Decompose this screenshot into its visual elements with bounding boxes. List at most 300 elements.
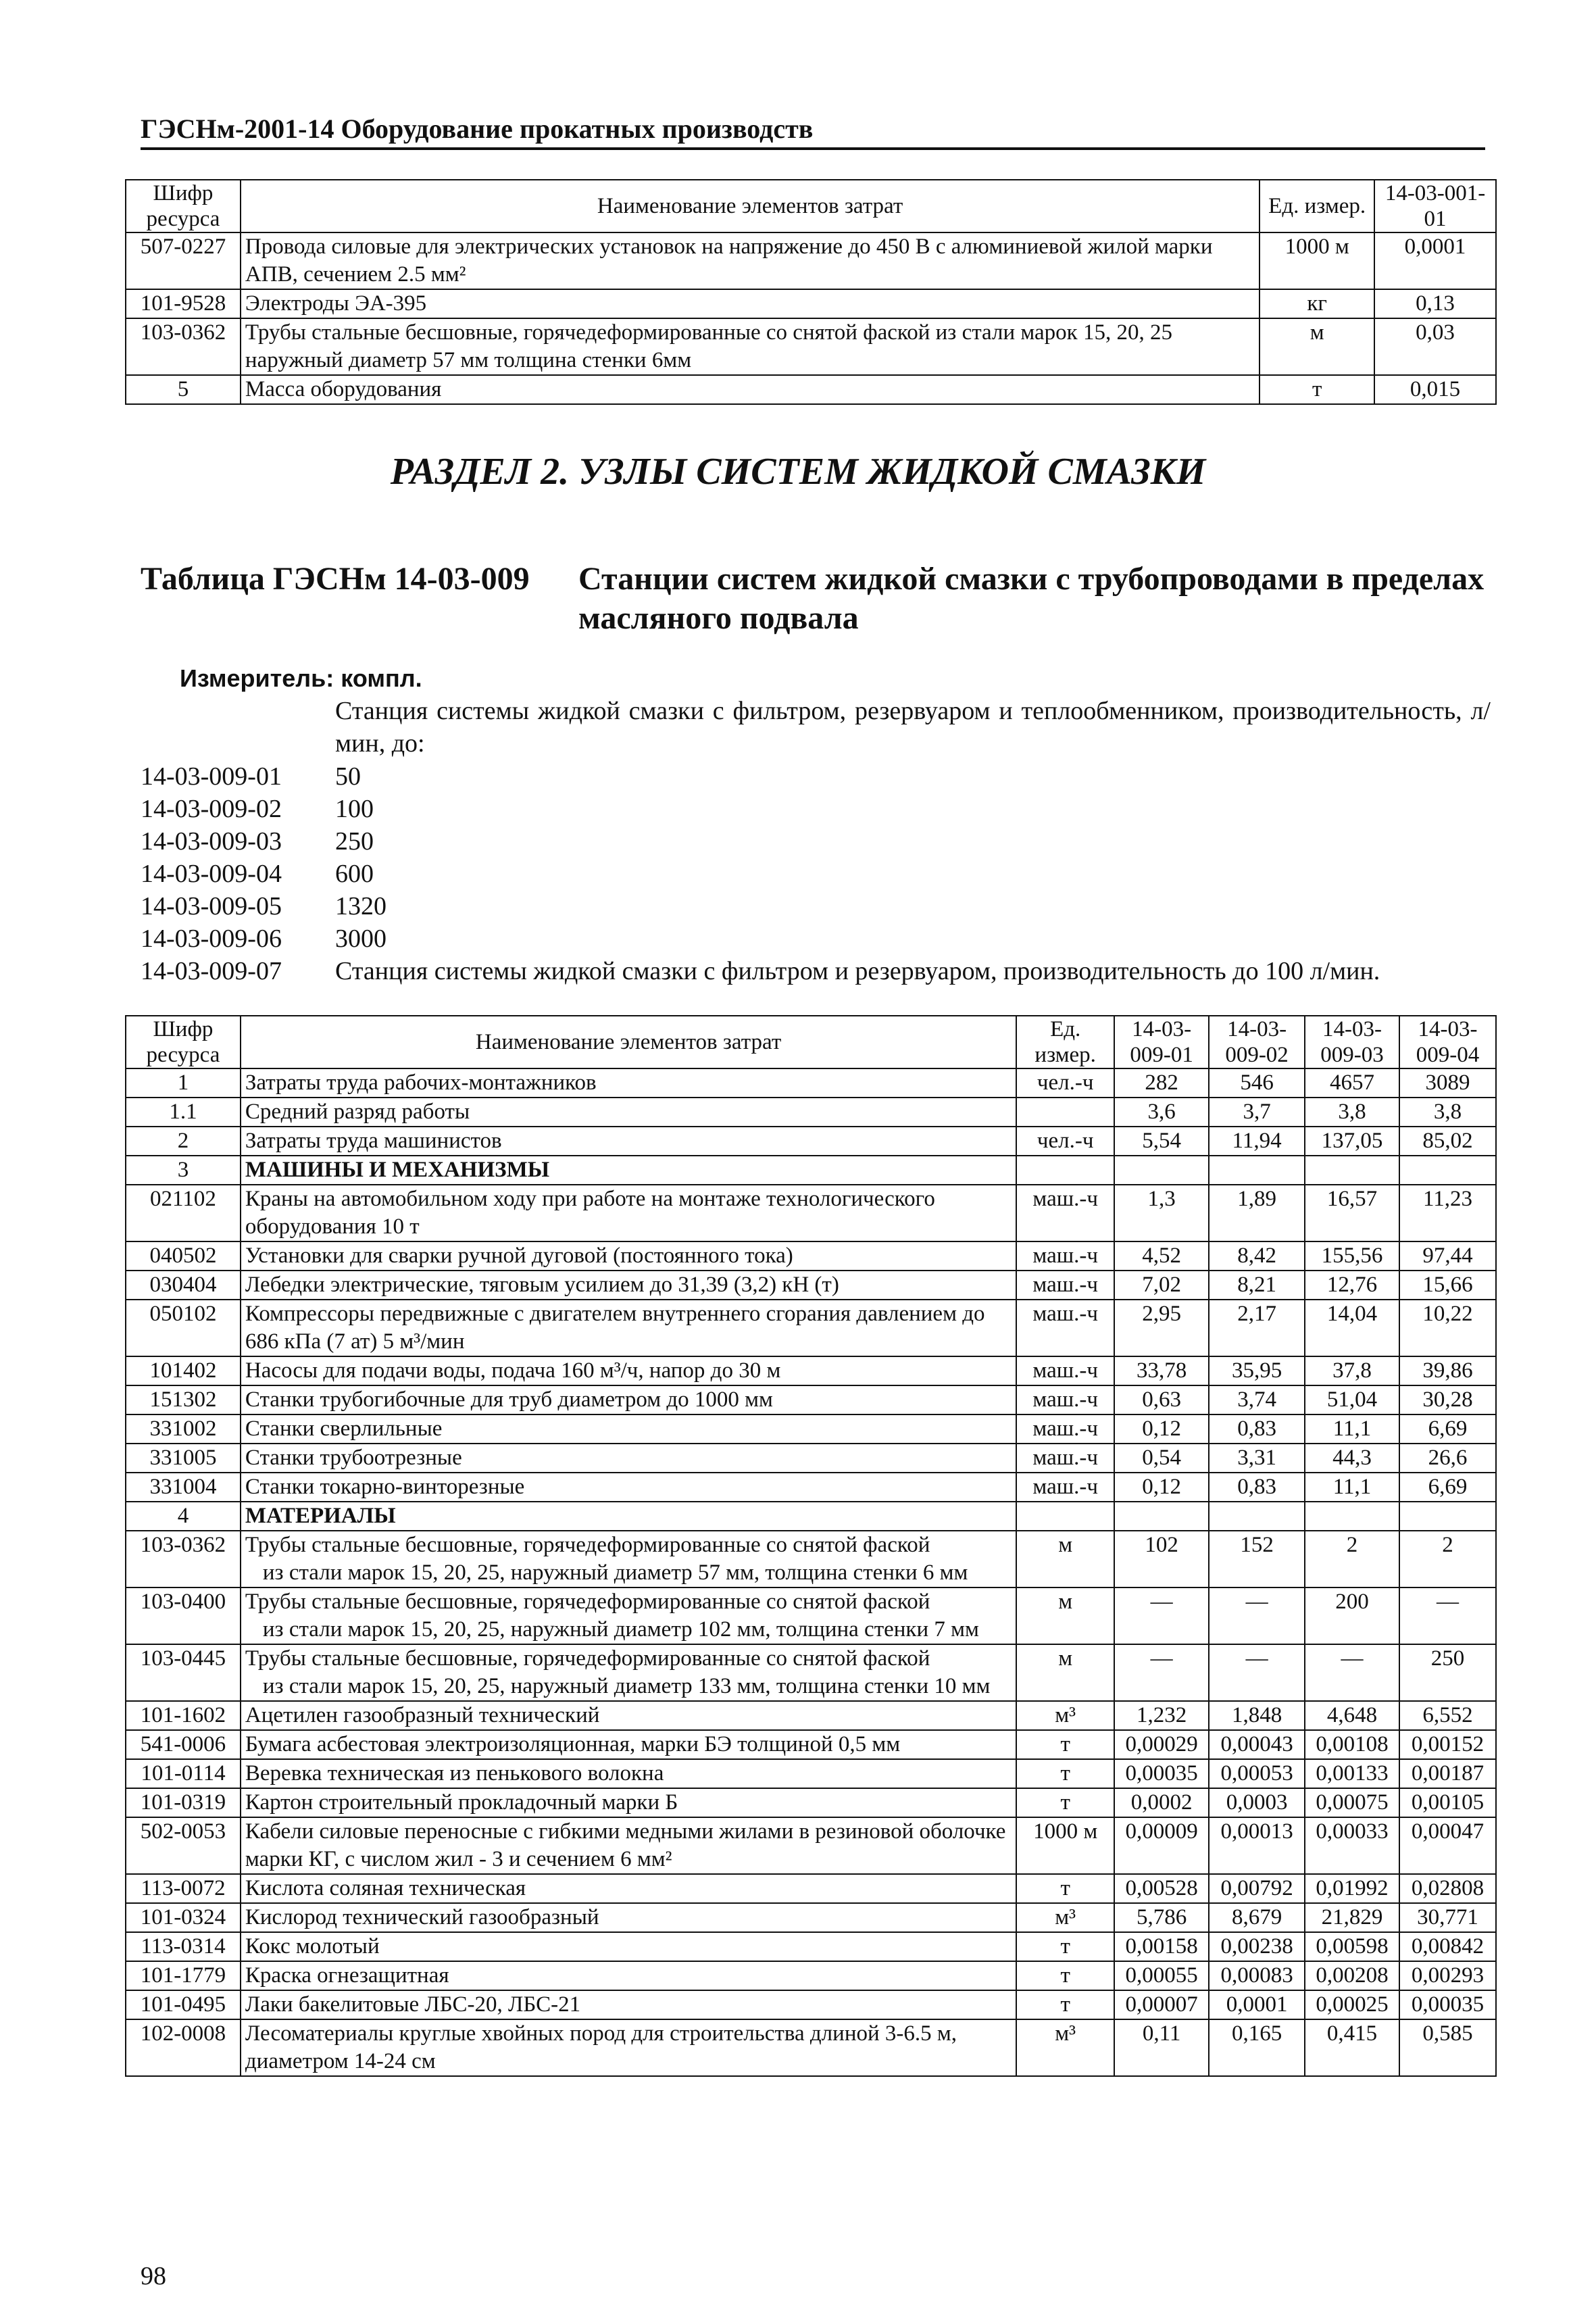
header-c1: 14-03-009-01 xyxy=(1114,1016,1209,1068)
table1-body xyxy=(126,232,1496,404)
cell-name-text: Станки трубогибочные для труб диаметром до 1000 мм xyxy=(245,1387,773,1412)
cell-name-text: МАТЕРИАЛЫ xyxy=(245,1504,396,1528)
cell-code: 113-0314 xyxy=(126,1932,241,1961)
cell-value: 0,585 xyxy=(1399,2019,1496,2076)
cell-value: 8,679 xyxy=(1209,1903,1305,1932)
cell-name-text: Веревка техническая из пенькового волокна xyxy=(245,1761,664,1786)
cell-unit: т xyxy=(1016,1788,1114,1817)
cell-unit: чел.-ч xyxy=(1016,1068,1114,1098)
cell-value: 282 xyxy=(1114,1068,1209,1098)
cell-value: 546 xyxy=(1209,1068,1305,1098)
cell-value: 0,83 xyxy=(1209,1473,1305,1502)
cell-code: 101-1602 xyxy=(126,1701,241,1730)
cell-code: 030404 xyxy=(126,1271,241,1300)
cell-code: 103-0445 xyxy=(126,1644,241,1701)
cell-name-continuation: из стали марок 15, 20, 25, наружный диаметр 57 мм, толщина стенки 6 мм xyxy=(262,1560,968,1585)
cell-code: 103-0362 xyxy=(126,318,241,375)
cell-code: 101-0319 xyxy=(126,1788,241,1817)
cell-unit: м xyxy=(1016,1531,1114,1587)
cell-value: 4,648 xyxy=(1305,1701,1399,1730)
cell-value: 0,00033 xyxy=(1305,1817,1399,1874)
table-caption-label: Таблица ГЭСНм 14-03-009 xyxy=(141,561,530,597)
cell-name xyxy=(241,1414,1016,1444)
cell-name xyxy=(241,1587,1016,1644)
cell-value: 6,69 xyxy=(1399,1414,1496,1444)
cell-code: 507-0227 xyxy=(126,232,241,289)
table-row xyxy=(126,1644,1496,1701)
table-row xyxy=(126,1817,1496,1874)
table-header-row xyxy=(126,180,1496,232)
cell-value: 3089 xyxy=(1399,1068,1496,1098)
cell-name xyxy=(241,1356,1016,1385)
cell-name xyxy=(241,1185,1016,1241)
table-row xyxy=(126,1932,1496,1961)
cell-name xyxy=(241,1817,1016,1874)
cell-code: 331002 xyxy=(126,1414,241,1444)
cell-unit: м xyxy=(1016,1587,1114,1644)
cell-name xyxy=(241,1990,1016,2019)
cell-value: 0,02808 xyxy=(1399,1874,1496,1903)
cell-value: 0,63 xyxy=(1114,1385,1209,1414)
cell-value: 5,786 xyxy=(1114,1903,1209,1932)
header-c3: 14-03-009-03 xyxy=(1305,1016,1399,1068)
cell-value: 0,00053 xyxy=(1209,1759,1305,1788)
cell-code: 1.1 xyxy=(126,1098,241,1127)
table-row xyxy=(126,1701,1496,1730)
cell-code: 1 xyxy=(126,1068,241,1098)
cell-code: 331005 xyxy=(126,1444,241,1473)
cell-value: 33,78 xyxy=(1114,1356,1209,1385)
table-row xyxy=(126,1444,1496,1473)
cell-unit xyxy=(1016,1502,1114,1531)
cell-unit: 1000 м xyxy=(1260,232,1374,289)
code-item xyxy=(141,825,374,858)
cell-name-text: Средний разряд работы xyxy=(245,1100,470,1124)
cell-value: 0,01992 xyxy=(1305,1874,1399,1903)
cell-value: 1,848 xyxy=(1209,1701,1305,1730)
cell-code: 101-1779 xyxy=(126,1961,241,1990)
cell-value: 0,00293 xyxy=(1399,1961,1496,1990)
cell-unit: м xyxy=(1016,1644,1114,1701)
cell-value: 3,6 xyxy=(1114,1098,1209,1127)
code-item-value: 600 xyxy=(335,860,374,888)
cell-name-text: Кислород технический газообразный xyxy=(245,1905,599,1929)
cell-value: 152 xyxy=(1209,1531,1305,1587)
cell-value: 1,3 xyxy=(1114,1185,1209,1241)
cell-name-text: Кокс молотый xyxy=(245,1934,380,1959)
cell-value: 15,66 xyxy=(1399,1271,1496,1300)
cell-name xyxy=(241,1961,1016,1990)
cell-code: 021102 xyxy=(126,1185,241,1241)
header-code: Шифр ресурса xyxy=(126,1016,241,1068)
cell-name-text: Ацетилен газообразный технический xyxy=(245,1703,600,1727)
cell-value: — xyxy=(1209,1587,1305,1644)
cell-unit: м xyxy=(1260,318,1374,375)
cell-code: 101-0495 xyxy=(126,1990,241,2019)
code-item-value: 100 xyxy=(335,795,374,823)
table-row xyxy=(126,375,1496,404)
cell-code: 331004 xyxy=(126,1473,241,1502)
cell-value: 0,00043 xyxy=(1209,1730,1305,1759)
cell-value: 44,3 xyxy=(1305,1444,1399,1473)
page-number: 98 xyxy=(141,2262,166,2290)
cell-value: 0,0002 xyxy=(1114,1788,1209,1817)
code-item-value: 250 xyxy=(335,827,374,856)
table-row xyxy=(126,1271,1496,1300)
cell-value: 0,00528 xyxy=(1114,1874,1209,1903)
cell-value: 39,86 xyxy=(1399,1356,1496,1385)
cell-value: 102 xyxy=(1114,1531,1209,1587)
code-item-value: 3000 xyxy=(335,925,386,953)
code-item xyxy=(141,858,374,890)
cell-name xyxy=(241,1701,1016,1730)
cell-unit: м³ xyxy=(1016,1903,1114,1932)
cell-value: 0,54 xyxy=(1114,1444,1209,1473)
table-row xyxy=(126,1990,1496,2019)
cell-value: 0,00792 xyxy=(1209,1874,1305,1903)
cell-value: 35,95 xyxy=(1209,1356,1305,1385)
cell-name xyxy=(241,1098,1016,1127)
cell-value: 11,1 xyxy=(1305,1414,1399,1444)
cell-name-text: Затраты труда рабочих-монтажников xyxy=(245,1070,597,1095)
cell-value: 0,00208 xyxy=(1305,1961,1399,1990)
header-name: Наименование элементов затрат xyxy=(241,180,1260,232)
cell-code: 050102 xyxy=(126,1300,241,1356)
cell-unit xyxy=(1016,1098,1114,1127)
cell-name-text: Станки сверлильные xyxy=(245,1417,443,1441)
cell-value: 155,56 xyxy=(1305,1241,1399,1271)
cell-name-text: Картон строительный прокладочный марки Б xyxy=(245,1790,678,1815)
cell-name xyxy=(241,1444,1016,1473)
header-unit: Ед. измер. xyxy=(1260,180,1374,232)
cell-name xyxy=(241,2019,1016,2076)
cell-name-text: Установки для сварки ручной дуговой (постоянного тока) xyxy=(245,1244,793,1268)
cell-value: 30,771 xyxy=(1399,1903,1496,1932)
cell-value: 0,03 xyxy=(1374,318,1496,375)
cell-value xyxy=(1305,1502,1399,1531)
cell-value xyxy=(1114,1156,1209,1185)
cell-value: 250 xyxy=(1399,1644,1496,1701)
cell-value xyxy=(1114,1502,1209,1531)
cell-code: 151302 xyxy=(126,1385,241,1414)
cell-value: — xyxy=(1209,1644,1305,1701)
cell-name-text: Трубы стальные бесшовные, горячедеформированные со снятой фаской xyxy=(245,1646,930,1671)
cell-value: 200 xyxy=(1305,1587,1399,1644)
cell-name xyxy=(241,1385,1016,1414)
cell-value: 0,12 xyxy=(1114,1414,1209,1444)
cell-unit: маш.-ч xyxy=(1016,1241,1114,1271)
cell-value: 97,44 xyxy=(1399,1241,1496,1271)
cell-value: 0,415 xyxy=(1305,2019,1399,2076)
cell-value: 3,8 xyxy=(1399,1098,1496,1127)
cell-value: 0,00047 xyxy=(1399,1817,1496,1874)
cell-name-text: Кислота соляная техническая xyxy=(245,1876,526,1900)
cell-value: 0,00055 xyxy=(1114,1961,1209,1990)
cell-value: 0,00075 xyxy=(1305,1788,1399,1817)
resource-table-1 xyxy=(125,179,1497,405)
table-row xyxy=(126,1356,1496,1385)
code-item-value: 50 xyxy=(335,762,361,791)
cell-code: 113-0072 xyxy=(126,1874,241,1903)
table-row xyxy=(126,289,1496,318)
cell-value xyxy=(1399,1156,1496,1185)
cell-unit: м³ xyxy=(1016,2019,1114,2076)
code-item-code: 14-03-009-02 xyxy=(141,795,282,823)
cell-name-continuation: из стали марок 15, 20, 25, наружный диаметр 133 мм, толщина стенки 10 мм xyxy=(262,1674,991,1698)
cell-code: 502-0053 xyxy=(126,1817,241,1874)
cell-value: 3,7 xyxy=(1209,1098,1305,1127)
cell-value: 0,0001 xyxy=(1209,1990,1305,2019)
cell-unit xyxy=(1016,1156,1114,1185)
cell-name xyxy=(241,1068,1016,1098)
cell-name-text: Насосы для подачи воды, подача 160 м³/ч, напор до 30 м xyxy=(245,1358,781,1383)
cell-value: 0,0001 xyxy=(1374,232,1496,289)
cell-name xyxy=(241,1473,1016,1502)
cell-name-text: Лесоматериалы круглые хвойных пород для строительства длиной 3-6.5 м, диаметром 14-24 см xyxy=(245,2021,957,2073)
cell-unit: т xyxy=(1016,1759,1114,1788)
cell-name-text: Лебедки электрические, тяговым усилием до 31,39 (3,2) кН (т) xyxy=(245,1273,839,1297)
cell-code: 101402 xyxy=(126,1356,241,1385)
cell-value: 0,00152 xyxy=(1399,1730,1496,1759)
cell-value: 14,04 xyxy=(1305,1300,1399,1356)
cell-value: 0,00035 xyxy=(1399,1990,1496,2019)
cell-code: 103-0400 xyxy=(126,1587,241,1644)
table-row xyxy=(126,318,1496,375)
last-code-row xyxy=(141,955,1380,987)
cell-value: 0,00083 xyxy=(1209,1961,1305,1990)
cell-name xyxy=(241,1759,1016,1788)
cell-value: — xyxy=(1114,1587,1209,1644)
cell-name xyxy=(241,1502,1016,1531)
cell-value: 4,52 xyxy=(1114,1241,1209,1271)
code-item-code: 14-03-009-06 xyxy=(141,925,282,953)
description: Станция системы жидкой смазки с фильтром, резервуаром и теплообменником, производительность, л/мин, до: xyxy=(335,697,1491,758)
cell-value: 8,42 xyxy=(1209,1241,1305,1271)
cell-name-text: Затраты труда машинистов xyxy=(245,1129,502,1153)
resource-table-2 xyxy=(125,1015,1497,2077)
cell-value: 0,00035 xyxy=(1114,1759,1209,1788)
code-item xyxy=(141,760,361,793)
code-item-code: 14-03-009-04 xyxy=(141,860,282,888)
unit-line: Измеритель: компл. xyxy=(180,664,422,692)
cell-value: 3,74 xyxy=(1209,1385,1305,1414)
cell-name-text: Краны на автомобильном ходу при работе на монтаже технологического оборудования 10 т xyxy=(245,1187,935,1239)
cell-code: 101-0114 xyxy=(126,1759,241,1788)
cell-value: 5,54 xyxy=(1114,1127,1209,1156)
cell-name-text: Бумага асбестовая электроизоляционная, марки БЭ толщиной 0,5 мм xyxy=(245,1732,901,1756)
cell-name xyxy=(241,1903,1016,1932)
cell-unit: маш.-ч xyxy=(1016,1385,1114,1414)
cell-value: 0,0003 xyxy=(1209,1788,1305,1817)
cell-name-text: Станки трубоотрезные xyxy=(245,1446,462,1470)
table-row xyxy=(126,1874,1496,1903)
cell-value: 0,00025 xyxy=(1305,1990,1399,2019)
cell-value: 30,28 xyxy=(1399,1385,1496,1414)
cell-code: 5 xyxy=(126,375,241,404)
cell-value: 11,94 xyxy=(1209,1127,1305,1156)
cell-name-text: Трубы стальные бесшовные, горячедеформированные со снятой фаской xyxy=(245,1533,930,1557)
table-row xyxy=(126,1068,1496,1098)
cell-value: 6,69 xyxy=(1399,1473,1496,1502)
cell-value: 2 xyxy=(1399,1531,1496,1587)
table-row xyxy=(126,2019,1496,2076)
table-header-row xyxy=(126,1016,1496,1068)
code-item-code: 14-03-009-07 xyxy=(141,957,282,985)
cell-name xyxy=(241,1271,1016,1300)
cell-name xyxy=(241,1644,1016,1701)
cell-code: 040502 xyxy=(126,1241,241,1271)
page-header: ГЭСНм-2001-14 Оборудование прокатных производств xyxy=(141,114,1485,150)
cell-unit: маш.-ч xyxy=(1016,1473,1114,1502)
cell-value: 3,31 xyxy=(1209,1444,1305,1473)
cell-name xyxy=(241,1788,1016,1817)
cell-unit: чел.-ч xyxy=(1016,1127,1114,1156)
header-name: Наименование элементов затрат xyxy=(241,1016,1016,1068)
table-row xyxy=(126,1502,1496,1531)
cell-code: 2 xyxy=(126,1127,241,1156)
table-row xyxy=(126,1300,1496,1356)
table-row xyxy=(126,1587,1496,1644)
cell-name xyxy=(241,1300,1016,1356)
cell-code: 102-0008 xyxy=(126,2019,241,2076)
code-item xyxy=(141,793,374,825)
cell-value: 0,165 xyxy=(1209,2019,1305,2076)
cell-code: 101-0324 xyxy=(126,1903,241,1932)
cell-name-continuation: из стали марок 15, 20, 25, наружный диаметр 102 мм, толщина стенки 7 мм xyxy=(262,1617,979,1642)
cell-value: 137,05 xyxy=(1305,1127,1399,1156)
cell-unit: м³ xyxy=(1016,1701,1114,1730)
cell-value xyxy=(1209,1156,1305,1185)
cell-value: 0,00013 xyxy=(1209,1817,1305,1874)
cell-value xyxy=(1399,1502,1496,1531)
cell-unit: маш.-ч xyxy=(1016,1271,1114,1300)
cell-name: Провода силовые для электрических установок на напряжение до 450 В с алюминиевой жилой марки АПВ, сечением 2.5 мм² xyxy=(241,232,1260,289)
cell-code: 4 xyxy=(126,1502,241,1531)
header-c2: 14-03-009-02 xyxy=(1209,1016,1305,1068)
cell-name xyxy=(241,1531,1016,1587)
cell-unit: т xyxy=(1016,1932,1114,1961)
header-unit: Ед. измер. xyxy=(1016,1016,1114,1068)
cell-value: 85,02 xyxy=(1399,1127,1496,1156)
code-item xyxy=(141,922,386,955)
code-item-code: 14-03-009-05 xyxy=(141,892,282,920)
cell-name xyxy=(241,1932,1016,1961)
cell-code: 3 xyxy=(126,1156,241,1185)
cell-name xyxy=(241,1241,1016,1271)
section-title: РАЗДЕЛ 2. УЗЛЫ СИСТЕМ ЖИДКОЙ СМАЗКИ xyxy=(390,451,1206,493)
cell-value: 0,00598 xyxy=(1305,1932,1399,1961)
cell-code: 541-0006 xyxy=(126,1730,241,1759)
cell-value: — xyxy=(1114,1644,1209,1701)
cell-name-text: МАШИНЫ И МЕХАНИЗМЫ xyxy=(245,1158,550,1182)
cell-value: — xyxy=(1305,1644,1399,1701)
header-code: Шифр ресурса xyxy=(126,180,241,232)
cell-value: 2,95 xyxy=(1114,1300,1209,1356)
cell-value: 2,17 xyxy=(1209,1300,1305,1356)
cell-unit: т xyxy=(1016,1961,1114,1990)
cell-value: 0,00133 xyxy=(1305,1759,1399,1788)
cell-name-text: Станки токарно-винторезные xyxy=(245,1475,525,1499)
cell-value: 11,1 xyxy=(1305,1473,1399,1502)
cell-unit: маш.-ч xyxy=(1016,1414,1114,1444)
cell-value: 0,015 xyxy=(1374,375,1496,404)
table-row xyxy=(126,1241,1496,1271)
cell-value: 0,00158 xyxy=(1114,1932,1209,1961)
header-c4: 14-03-009-04 xyxy=(1399,1016,1496,1068)
cell-value: 0,00007 xyxy=(1114,1990,1209,2019)
code-item-code: 14-03-009-03 xyxy=(141,827,282,856)
cell-name xyxy=(241,1874,1016,1903)
cell-value: 37,8 xyxy=(1305,1356,1399,1385)
cell-name: Электроды ЭА-395 xyxy=(241,289,1260,318)
header-col1: 14-03-001-01 xyxy=(1374,180,1496,232)
cell-value: 0,00029 xyxy=(1114,1730,1209,1759)
cell-value: 51,04 xyxy=(1305,1385,1399,1414)
cell-value: 0,00105 xyxy=(1399,1788,1496,1817)
cell-unit: т xyxy=(1016,1730,1114,1759)
table-row xyxy=(126,1185,1496,1241)
table2-body xyxy=(126,1068,1496,2076)
cell-value: 2 xyxy=(1305,1531,1399,1587)
cell-value: 0,12 xyxy=(1114,1473,1209,1502)
cell-value: 11,23 xyxy=(1399,1185,1496,1241)
cell-unit: т xyxy=(1260,375,1374,404)
cell-value: 1,232 xyxy=(1114,1701,1209,1730)
table-row xyxy=(126,1385,1496,1414)
cell-code: 103-0362 xyxy=(126,1531,241,1587)
table-row xyxy=(126,1730,1496,1759)
table-row xyxy=(126,1156,1496,1185)
cell-unit: маш.-ч xyxy=(1016,1356,1114,1385)
cell-value: — xyxy=(1399,1587,1496,1644)
cell-unit: 1000 м xyxy=(1016,1817,1114,1874)
cell-name-text: Трубы стальные бесшовные, горячедеформированные со снятой фаской xyxy=(245,1590,930,1614)
table-row xyxy=(126,1414,1496,1444)
cell-value: 26,6 xyxy=(1399,1444,1496,1473)
cell-value: 1,89 xyxy=(1209,1185,1305,1241)
table-row xyxy=(126,1127,1496,1156)
cell-value: 4657 xyxy=(1305,1068,1399,1098)
cell-value: 7,02 xyxy=(1114,1271,1209,1300)
cell-value: 3,8 xyxy=(1305,1098,1399,1127)
cell-value: 0,00238 xyxy=(1209,1932,1305,1961)
code-item-text: Станция системы жидкой смазки с фильтром и резервуаром, производительность до 100 л/мин. xyxy=(335,957,1380,985)
table-row xyxy=(126,1903,1496,1932)
table-row xyxy=(126,1788,1496,1817)
cell-value: 0,11 xyxy=(1114,2019,1209,2076)
cell-unit: маш.-ч xyxy=(1016,1444,1114,1473)
cell-value xyxy=(1209,1502,1305,1531)
cell-unit: кг xyxy=(1260,289,1374,318)
cell-value: 0,00187 xyxy=(1399,1759,1496,1788)
table-row xyxy=(126,232,1496,289)
cell-name-text: Краска огнезащитная xyxy=(245,1963,449,1988)
cell-name-text: Кабели силовые переносные с гибкими медными жилами в резиновой оболочке марки КГ, с числом жил - 3 и сечением 6 мм² xyxy=(245,1819,1006,1871)
cell-name xyxy=(241,1127,1016,1156)
cell-value: 16,57 xyxy=(1305,1185,1399,1241)
cell-name: Масса оборудования xyxy=(241,375,1260,404)
code-item-code: 14-03-009-01 xyxy=(141,762,282,791)
cell-unit: маш.-ч xyxy=(1016,1185,1114,1241)
cell-value: 6,552 xyxy=(1399,1701,1496,1730)
cell-name xyxy=(241,1730,1016,1759)
code-item-value: 1320 xyxy=(335,892,386,920)
cell-value: 0,00009 xyxy=(1114,1817,1209,1874)
table-row xyxy=(126,1473,1496,1502)
cell-unit: маш.-ч xyxy=(1016,1300,1114,1356)
cell-name xyxy=(241,1156,1016,1185)
cell-value xyxy=(1305,1156,1399,1185)
